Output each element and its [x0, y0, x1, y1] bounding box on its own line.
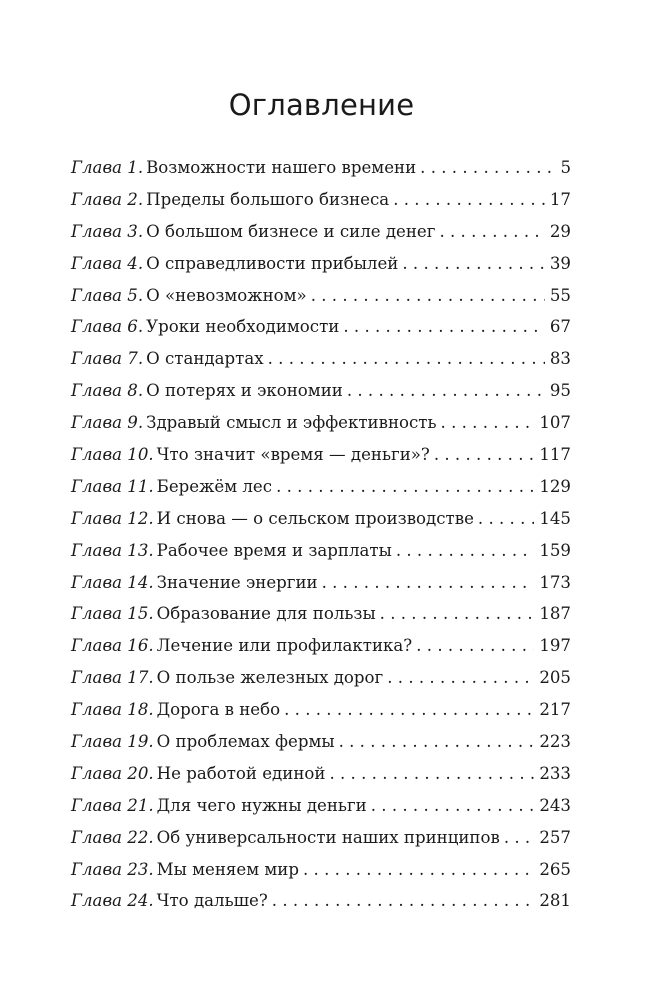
dot-leader: [434, 439, 534, 471]
page-number: 173: [539, 572, 571, 592]
page-number: 159: [539, 540, 571, 560]
dot-leader: [272, 885, 535, 917]
chapter-title: Лечение или профилактика?: [156, 636, 413, 656]
chapter-title: О «невозможном»: [146, 285, 307, 305]
page-number: 243: [539, 795, 571, 815]
page-number: 83: [549, 349, 571, 369]
chapter-title: Бережём лес: [156, 476, 273, 496]
chapter-label: Глава 14.: [71, 572, 154, 592]
dot-leader: [478, 503, 534, 535]
toc-entry: [71, 694, 571, 726]
chapter-label: Глава 12.: [71, 508, 154, 528]
chapter-title: Об универсальности наших принципов: [156, 827, 500, 847]
page-number: 233: [539, 763, 571, 783]
chapter-title: О стандартах: [146, 349, 264, 369]
dot-leader: [393, 184, 545, 216]
chapter-title: Рабочее время и зарплаты: [156, 540, 392, 560]
chapter-title: Здравый смысл и эффективность: [146, 413, 437, 433]
chapter-title: Образование для пользы: [156, 604, 376, 624]
dot-leader: [343, 311, 545, 343]
chapter-label: Глава 22.: [71, 827, 154, 847]
chapter-label: Глава 21.: [71, 795, 154, 815]
page-number: 17: [549, 189, 571, 209]
chapter-title: О проблемах фермы: [156, 732, 335, 752]
chapter-label: Глава 11.: [71, 476, 154, 496]
chapter-label: Глава 16.: [71, 636, 154, 656]
toc-entry: [71, 758, 571, 790]
chapter-label: Глава 3.: [71, 221, 144, 241]
page-number: 5: [560, 158, 571, 177]
chapter-label: Глава 4.: [71, 253, 144, 273]
chapter-label: Глава 17.: [71, 668, 154, 688]
toc-entry: [71, 216, 571, 248]
page-number: 67: [549, 317, 571, 337]
toc-entry: [71, 152, 571, 184]
page-title: Оглавление: [228, 88, 415, 122]
chapter-label: Глава 18.: [71, 700, 154, 720]
dot-leader: [268, 343, 545, 375]
dot-leader: [276, 471, 534, 503]
dot-leader: [311, 280, 545, 312]
page-number: 223: [539, 732, 571, 752]
dot-leader: [371, 790, 535, 822]
toc-entry: [71, 885, 571, 917]
page-number: 55: [549, 285, 571, 305]
dot-leader: [380, 598, 535, 630]
dot-leader: [416, 630, 534, 662]
chapter-title: Возможности нашего времени: [146, 158, 417, 177]
chapter-title: О справедливости прибылей: [146, 253, 399, 273]
chapter-title: И снова — о сельском производстве: [156, 508, 474, 528]
table-of-contents: [71, 152, 571, 917]
chapter-title: О потерях и экономии: [146, 381, 343, 401]
dot-leader: [439, 216, 544, 248]
toc-entry: [71, 407, 571, 439]
chapter-title: Пределы большого бизнеса: [146, 189, 390, 209]
chapter-label: Глава 9.: [71, 413, 144, 433]
toc-entry: [71, 280, 571, 312]
page-number: 265: [539, 859, 571, 879]
chapter-label: Глава 10.: [71, 445, 154, 465]
chapter-title: Не работой единой: [156, 763, 326, 783]
toc-entry: [71, 598, 571, 630]
chapter-label: Глава 15.: [71, 604, 154, 624]
chapter-label: Глава 6.: [71, 317, 144, 337]
dot-leader: [322, 567, 535, 599]
dot-leader: [387, 662, 534, 694]
toc-entry: [71, 630, 571, 662]
dot-leader: [420, 152, 555, 184]
chapter-title: О большом бизнесе и силе денег: [146, 221, 436, 241]
chapter-label: Глава 8.: [71, 381, 144, 401]
chapter-title: Значение энергии: [156, 572, 318, 592]
dot-leader: [284, 694, 534, 726]
toc-entry: [71, 822, 571, 854]
chapter-title: Что дальше?: [156, 891, 268, 911]
chapter-title: Мы меняем мир: [156, 859, 299, 879]
dot-leader: [329, 758, 534, 790]
toc-entry: [71, 471, 571, 503]
chapter-label: Глава 1.: [71, 158, 144, 177]
dot-leader: [339, 726, 535, 758]
chapter-label: Глава 13.: [71, 540, 154, 560]
toc-entry: [71, 184, 571, 216]
chapter-title: О пользе железных дорог: [156, 668, 384, 688]
toc-entry: [71, 343, 571, 375]
page-number: 29: [549, 221, 571, 241]
dot-leader: [504, 822, 534, 854]
dot-leader: [441, 407, 535, 439]
toc-entry: [71, 375, 571, 407]
chapter-label: Глава 7.: [71, 349, 144, 369]
page-number: 107: [539, 413, 571, 433]
toc-entry: [71, 726, 571, 758]
chapter-label: Глава 20.: [71, 763, 154, 783]
chapter-label: Глава 2.: [71, 189, 144, 209]
page-number: 95: [549, 381, 571, 401]
toc-entry: [71, 662, 571, 694]
toc-entry: [71, 248, 571, 280]
page-number: 205: [539, 668, 571, 688]
toc-entry: [71, 503, 571, 535]
page-number: 129: [539, 476, 571, 496]
chapter-label: Глава 23.: [71, 859, 154, 879]
toc-entry: [71, 567, 571, 599]
page-number: 39: [549, 253, 571, 273]
chapter-label: Глава 24.: [71, 891, 154, 911]
page-number: 197: [539, 636, 571, 656]
page-number: 217: [539, 700, 571, 720]
dot-leader: [396, 535, 535, 567]
toc-entry: [71, 535, 571, 567]
toc-entry: [71, 311, 571, 343]
chapter-title: Дорога в небо: [156, 700, 281, 720]
toc-entry: [71, 790, 571, 822]
toc-entry: [71, 439, 571, 471]
page-number: 117: [539, 445, 571, 465]
chapter-title: Уроки необходимости: [146, 317, 340, 337]
chapter-title: Для чего нужны деньги: [156, 795, 367, 815]
page-number: 187: [539, 604, 571, 624]
chapter-title: Что значит «время — деньги»?: [156, 445, 430, 465]
dot-leader: [347, 375, 545, 407]
page-number: 145: [539, 508, 571, 528]
chapter-label: Глава 5.: [71, 285, 144, 305]
toc-entry: [71, 854, 571, 886]
dot-leader: [402, 248, 545, 280]
dot-leader: [303, 854, 534, 886]
page-number: 281: [539, 891, 571, 911]
page-number: 257: [539, 827, 571, 847]
chapter-label: Глава 19.: [71, 732, 154, 752]
